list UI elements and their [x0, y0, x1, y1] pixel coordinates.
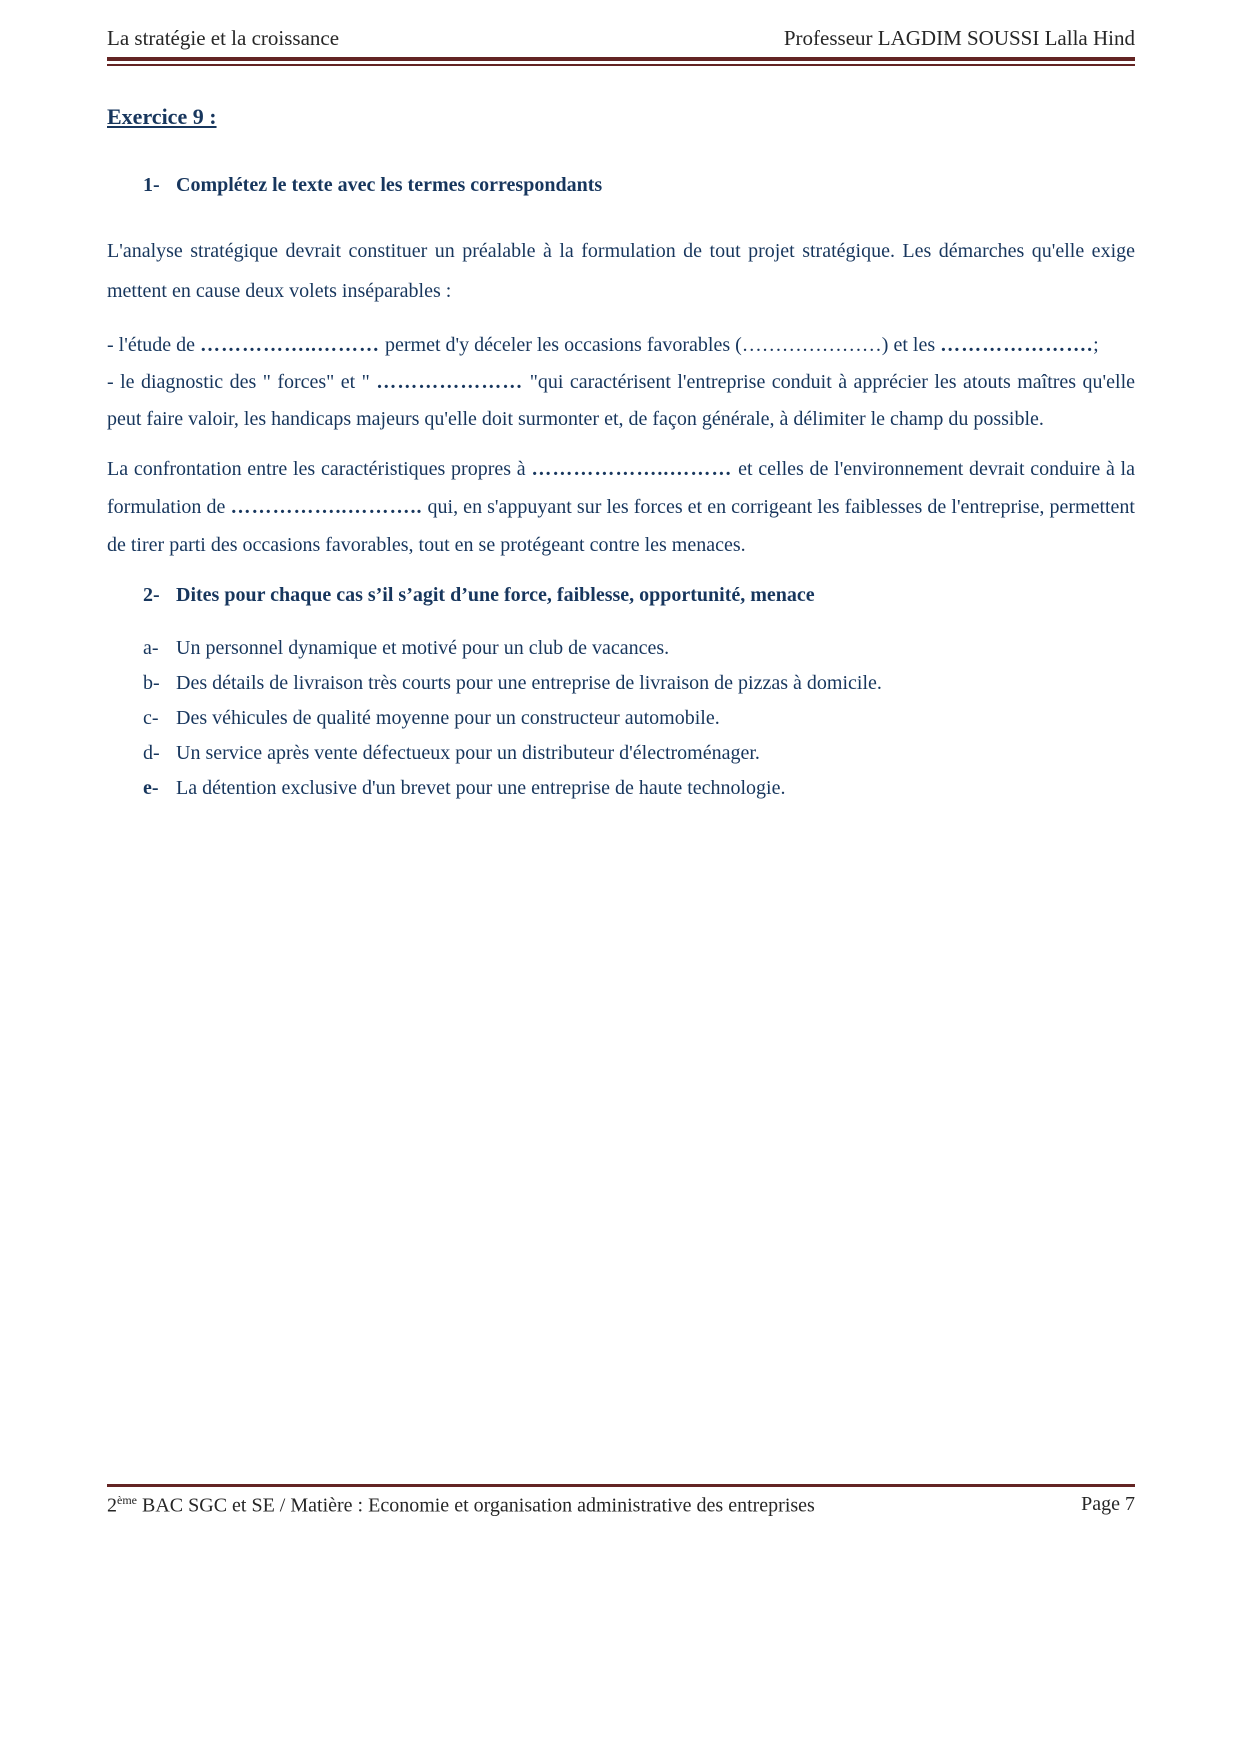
section2-heading-text: Dites pour chaque cas s’il s’agit d’une force, faiblesse, opportunité, menace — [176, 584, 815, 606]
list-item-text: Un personnel dynamique et motivé pour un club de vacances. — [176, 637, 670, 659]
text-segment: ; — [1093, 334, 1099, 356]
list-item — [107, 736, 1135, 771]
list-item — [107, 701, 1135, 736]
header-right-author: Professeur LAGDIM SOUSSI Lalla Hind — [783, 26, 1135, 50]
section1-number: 1- — [143, 174, 160, 196]
fill-blank-5: ……………..……….. — [230, 496, 423, 518]
header-rule — [107, 57, 1135, 66]
list-item-label: c- — [143, 707, 159, 729]
fill-blank-3: ………………… — [376, 371, 524, 393]
fill-blank-4: ………………..……… — [531, 458, 733, 480]
section1-heading — [143, 174, 1135, 197]
page-header — [107, 26, 1135, 51]
header-left-title: La stratégie et la croissance — [107, 26, 340, 50]
page-footer — [107, 1493, 1135, 1518]
list-item — [107, 631, 1135, 666]
document-content — [107, 104, 1135, 806]
section2-number: 2- — [143, 584, 160, 606]
section1-heading-text: Complétez le texte avec les termes correspondants — [176, 174, 603, 196]
bullet-etude-paragraph — [107, 327, 1135, 364]
text-segment: qui, en s'appuyant sur les forces et en corrigeant les faiblesses de l'entreprise, permettent de tirer parti des occasions favorables, tout en se protégeant contre les menaces. — [107, 496, 1135, 556]
footer-grade-sup: ème — [117, 1493, 137, 1507]
text-segment: et celles de l'environnement devrait conduire à la formulation de — [107, 458, 1135, 518]
list-item-text: La détention exclusive d'un brevet pour une entreprise de haute technologie. — [176, 777, 786, 799]
list-item — [107, 666, 1135, 701]
bullet-diagnostic-paragraph — [107, 364, 1135, 438]
list-item-label: b- — [143, 672, 160, 694]
text-segment: - l'étude de — [107, 334, 201, 356]
text-segment: La confrontation entre les caractéristiques propres à — [107, 458, 532, 480]
intro-paragraph: L'analyse stratégique devrait constituer un préalable à la formulation de tout projet stratégique. Les démarches qu'elle exige mettent en cause deux volets inséparables : — [107, 240, 1135, 302]
list-item-text: Des véhicules de qualité moyenne pour un constructeur automobile. — [176, 707, 720, 729]
text-segment: - le diagnostic des " forces" et " — [107, 371, 377, 393]
list-item-label: d- — [143, 742, 160, 764]
fill-blank-2: …………………. — [940, 334, 1094, 356]
footer-course-text: BAC SGC et SE / Matière : Economie et organisation administrative des entreprises — [137, 1494, 815, 1517]
footer-rule — [107, 1484, 1135, 1487]
cases-list — [107, 631, 1135, 806]
text-segment: permet d'y déceler les occasions favorables (…………………) et les — [380, 334, 941, 356]
text-segment: "qui caractérisent l'entreprise conduit à apprécier les atouts maîtres qu'elle peut faire valoir, les handicaps majeurs qu'elle doit surmonter et, de façon générale, à délimiter le champ du possible. — [107, 371, 1136, 430]
footer-grade-number: 2 — [107, 1494, 117, 1517]
footer-course-info — [107, 1493, 815, 1518]
exercise-title-text: Exercice 9 : — [107, 104, 217, 129]
section2-heading — [143, 584, 1135, 607]
list-item-label: a- — [143, 637, 159, 659]
confrontation-paragraph — [107, 450, 1135, 564]
page-number: Page 7 — [1081, 1493, 1135, 1515]
list-item-text: Des détails de livraison très courts pour une entreprise de livraison de pizzas à domicile. — [176, 672, 882, 694]
fill-blank-1: ……………..……… — [200, 334, 381, 356]
list-item-label: e- — [143, 777, 159, 799]
list-item — [107, 771, 1135, 806]
exercise-title — [107, 104, 1135, 130]
list-item-text: Un service après vente défectueux pour un distributeur d'électroménager. — [176, 742, 760, 764]
